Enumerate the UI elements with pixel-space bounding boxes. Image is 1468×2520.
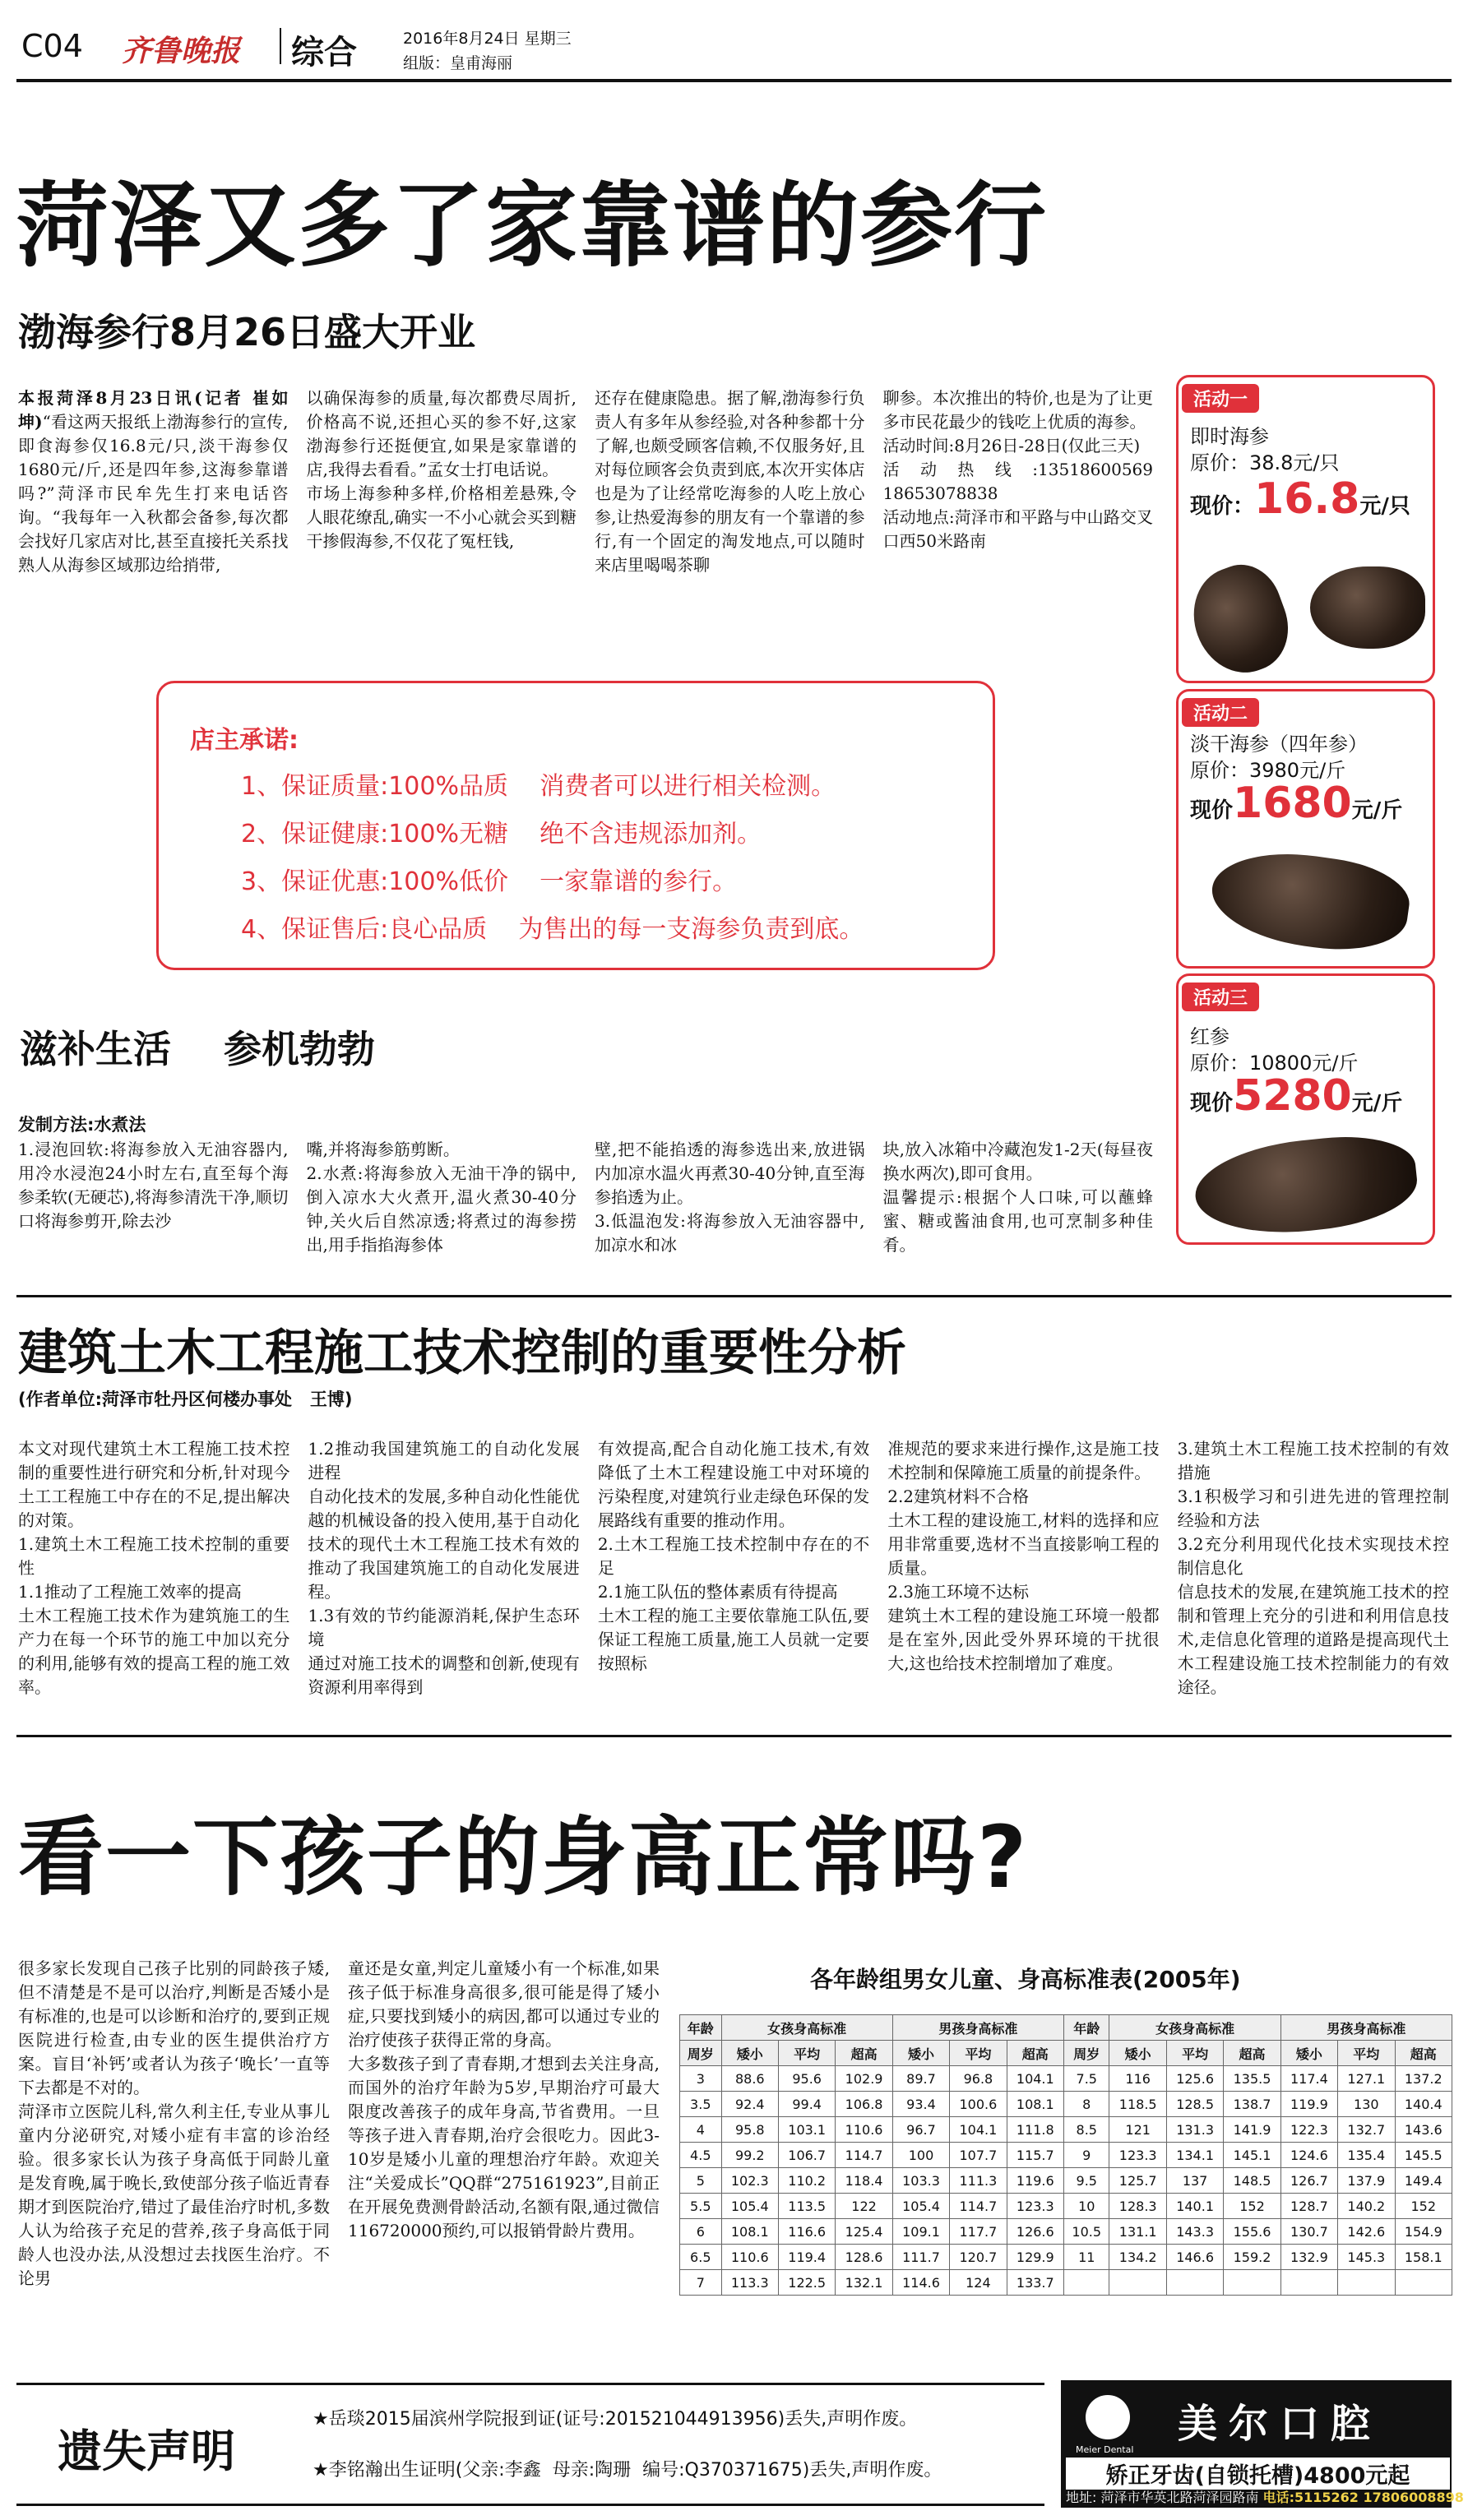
offer-orig-price: 原价：3980元/斤 [1190, 759, 1346, 782]
lost-notice-item: ★岳琰2015届滨州学院报到证(证号:201521044913956)丢失,声明作废。 [313, 2409, 918, 2430]
table-cell: 132.1 [836, 2270, 892, 2296]
table-cell: 123.3 [1109, 2143, 1166, 2168]
table-header: 平均 [1166, 2041, 1223, 2066]
table-cell: 111.8 [1007, 2117, 1063, 2143]
table-cell: 108.1 [1007, 2092, 1063, 2117]
offer-card-1 [1176, 375, 1435, 683]
table-cell: 111.7 [892, 2245, 949, 2270]
table-cell: 89.7 [892, 2066, 949, 2092]
promise-item: 2、保证健康:100%无糖 绝不含违规添加剂。 [241, 820, 762, 848]
table-cell: 3.5 [680, 2092, 722, 2117]
dental-phone: 电话:5115262 17806008898 [1262, 2490, 1464, 2505]
table-cell: 88.6 [721, 2066, 778, 2092]
table-cell: 127.1 [1338, 2066, 1395, 2092]
table-cell: 9.5 [1064, 2168, 1109, 2194]
table-cell: 11 [1064, 2245, 1109, 2270]
article2-body [18, 1437, 1449, 1709]
table-cell: 120.7 [950, 2245, 1007, 2270]
table-cell: 10 [1064, 2194, 1109, 2219]
table-cell: 143.6 [1395, 2117, 1452, 2143]
table-cell: 109.1 [892, 2219, 949, 2245]
table-cell: 126.6 [1007, 2219, 1063, 2245]
table-cell: 95.6 [778, 2066, 835, 2092]
table-body [680, 2066, 1452, 2296]
offer-now-price: 1680 [1233, 779, 1352, 828]
table-cell: 121 [1109, 2117, 1166, 2143]
table-cell: 4 [680, 2117, 722, 2143]
table-cell [1395, 2270, 1452, 2296]
table-cell: 135.5 [1224, 2066, 1280, 2092]
table-cell: 145.3 [1338, 2245, 1395, 2270]
article2-col: 本文对现代建筑土木工程施工技术控制的重要性进行研究和分析,针对现今土工工程施工中存在的不足,提出解决的对策。 1.建筑土木工程施工技术控制的重要性 1.1推动了工程施工效率的提高 土木工程施工技术作为建筑施工的生产力在每一个环节的施工中加以充分的利用,能够有效的提高工程的施工效率。 [18, 1439, 290, 1697]
table-cell: 134.2 [1109, 2245, 1166, 2270]
table-cell: 128.6 [836, 2245, 892, 2270]
table-cell: 128.7 [1280, 2194, 1337, 2219]
promise-title: 店主承诺: [190, 726, 299, 755]
table-row [680, 2245, 1452, 2270]
table-cell: 113.5 [778, 2194, 835, 2219]
table-cell: 3 [680, 2066, 722, 2092]
article2-col: 3.建筑土木工程施工技术控制的有效措施 3.1积极学习和引进先进的管理控制经验和方法 3.2充分利用现代化技术实现技术控制信息化 信息技术的发展,在建筑施工技术的控制和管理上充分的引进和利用信息技术,走信息化管理的道路是提高现代土木工程建设施工技术控制能力的有效途径。 [1177, 1439, 1450, 1697]
table-row [680, 2066, 1452, 2092]
table-cell: 92.4 [721, 2092, 778, 2117]
table-cell: 116.6 [778, 2219, 835, 2245]
table-cell: 134.1 [1166, 2143, 1223, 2168]
table-cell: 131.1 [1109, 2219, 1166, 2245]
offer-name: 即时海参 [1190, 425, 1269, 448]
table-cell: 93.4 [892, 2092, 949, 2117]
tonic-col: 块,放入冰箱中冷藏泡发1-2天(每昼夜换水两次),即可食用。 温馨提示:根据个人口味,可以蘸蜂蜜、糖或酱油食用,也可烹制多种佳肴。 [882, 1140, 1153, 1255]
table-cell: 114.7 [950, 2194, 1007, 2219]
table-header: 超高 [1395, 2041, 1452, 2066]
table-cell: 114.7 [836, 2143, 892, 2168]
tonic-col: 壁,把不能掐透的海参选出来,放进锅内加凉水温火再煮30-40分钟,直至海参掐透为止。 3.低温泡发:将海参放入无油容器中,加凉水和冰 [595, 1140, 865, 1255]
table-row [680, 2168, 1452, 2194]
table-header: 年龄 [680, 2015, 722, 2041]
offer-now-unit: 元/斤 [1351, 1091, 1403, 1116]
table-cell: 137 [1166, 2168, 1223, 2194]
section-rule [16, 1735, 1452, 1737]
sea-cucumber-image [1310, 566, 1425, 649]
table-cell [1109, 2270, 1166, 2296]
table-cell: 115.7 [1007, 2143, 1063, 2168]
offer-now-unit: 元/斤 [1351, 798, 1403, 823]
table-cell: 96.8 [950, 2066, 1007, 2092]
height-table [679, 2014, 1452, 2296]
table-cell: 117.7 [950, 2219, 1007, 2245]
table-cell: 113.3 [721, 2270, 778, 2296]
header-rule [16, 79, 1452, 82]
dental-logo-subtext: Meier Dental [1076, 2444, 1134, 2455]
table-cell: 137.2 [1395, 2066, 1452, 2092]
table-cell: 149.4 [1395, 2168, 1452, 2194]
table-row [680, 2194, 1452, 2219]
table-cell: 110.6 [721, 2245, 778, 2270]
table-header: 超高 [1224, 2041, 1280, 2066]
table-cell: 119.4 [778, 2245, 835, 2270]
table-cell: 99.4 [778, 2092, 835, 2117]
table-cell: 111.3 [950, 2168, 1007, 2194]
page-header [16, 12, 1452, 77]
promise-item: 1、保证质量:100%品质 消费者可以进行相关检测。 [241, 772, 836, 801]
table-cell: 122.3 [1280, 2117, 1337, 2143]
table-cell: 103.1 [778, 2117, 835, 2143]
article1-col3: 还存在健康隐患。据了解,渤海参行负责人有多年从参经验,对各种参都十分了解,也颇受顾客信赖,不仅服务好,且对每位顾客会负责到底,本次开实体店也是为了让经常吃海参的人吃上放心参,让热爱海参的朋友有一个靠谱的参行,有一个固定的淘发地点,可以随时来店里喝喝茶聊 [595, 388, 865, 575]
table-cell: 99.2 [721, 2143, 778, 2168]
table-subheader-row [680, 2041, 1452, 2066]
table-header: 超高 [836, 2041, 892, 2066]
table-cell: 123.3 [1007, 2194, 1063, 2219]
table-cell [1224, 2270, 1280, 2296]
article1-title: 菏泽又多了家靠谱的参行 [16, 173, 1048, 280]
promise-item: 3、保证优惠:100%低价 一家靠谱的参行。 [241, 867, 738, 896]
table-header: 男孩身高标准 [892, 2015, 1063, 2041]
table-cell: 158.1 [1395, 2245, 1452, 2270]
table-cell: 119.6 [1007, 2168, 1063, 2194]
table-header: 女孩身高标准 [1109, 2015, 1280, 2041]
article1-lead: 本报菏泽8月23日讯(记者 崔如坤) [18, 388, 289, 432]
table-cell: 104.1 [950, 2117, 1007, 2143]
table-cell: 116 [1109, 2066, 1166, 2092]
table-cell: 129.9 [1007, 2245, 1063, 2270]
dental-ad [1061, 2380, 1464, 2508]
offer-now [1190, 779, 1402, 828]
table-cell: 141.9 [1224, 2117, 1280, 2143]
article1-subtitle: 渤海参行8月26日盛大开业 [18, 310, 476, 354]
table-cell: 5 [680, 2168, 722, 2194]
table-cell: 103.3 [892, 2168, 949, 2194]
offer-tag: 活动三 [1182, 983, 1259, 1011]
table-cell: 118.5 [1109, 2092, 1166, 2117]
offer-orig-price: 原价：10800元/斤 [1190, 1052, 1359, 1075]
table-cell: 138.7 [1224, 2092, 1280, 2117]
table-cell [1166, 2270, 1223, 2296]
article1-col2: 以确保海参的质量,每次都费尽周折,价格高不说,还担心买的参不好,这家渤海参行还挺便宜,如果是家靠谱的店,我得去看看。”孟女士打电话说。 市场上海参种多样,价格相差悬殊,令人眼花缭乱,确实一不小心就会买到糖干掺假海参,不仅花了冤枉钱, [306, 388, 577, 551]
lost-notice-item: ★李铭瀚出生证明(父亲:李鑫 母亲:陶珊 编号:Q370371675)丢失,声明作废。 [313, 2460, 942, 2481]
offer-now-label: 现价 [1190, 798, 1234, 823]
table-header: 矮小 [1280, 2041, 1337, 2066]
table-header: 周岁 [1064, 2041, 1109, 2066]
tonic-col: 嘴,并将海参筋剪断。 2.水煮:将海参放入无油干净的锅中,倒入凉水大火煮开,温火煮30-40分钟,关火后自然凉透;将煮过的海参捞出,用手指掐海参体 [306, 1140, 577, 1255]
table-header: 矮小 [1109, 2041, 1166, 2066]
offer-now-price: 16.8 [1254, 474, 1360, 524]
table-cell: 105.4 [892, 2194, 949, 2219]
lost-notice [16, 2383, 1044, 2506]
table-cell: 106.8 [836, 2092, 892, 2117]
table-cell: 8 [1064, 2092, 1109, 2117]
table-cell: 118.4 [836, 2168, 892, 2194]
table-cell: 7 [680, 2270, 722, 2296]
height-table-title: 各年龄组男女儿童、身高标准表(2005年) [810, 1966, 1241, 1993]
table-header: 周岁 [680, 2041, 722, 2066]
table-cell: 128.5 [1166, 2092, 1223, 2117]
table-cell: 95.8 [721, 2117, 778, 2143]
table-cell: 140.1 [1166, 2194, 1223, 2219]
table-cell: 124 [950, 2270, 1007, 2296]
table-cell: 145.5 [1395, 2143, 1452, 2168]
article2-title: 建筑土木工程施工技术控制的重要性分析 [18, 1325, 906, 1382]
article3-col: 童还是女童,判定儿童矮小有一个标准,如果孩子低于标准身高很多,很可能是得了矮小症,只要找到矮小的病因,都可以通过专业的治疗使孩子获得正常的身高。 大多数孩子到了青春期,才想到去关注身高,而国外的治疗年龄为5岁,早期治疗可最大限度改善孩子的成年身高,节省费用。一旦等孩子进入青春期,治疗会很吃力。因此3-10岁是矮小儿童的理想治疗年龄。欢迎关注“关爱成长”QQ群“275161923”,目前正在开展免费测骨龄活动,名额有限,通过微信116720000预约,可以报销骨龄片费用。 [348, 1958, 660, 2240]
table-cell [1064, 2270, 1109, 2296]
table-cell: 102.9 [836, 2066, 892, 2092]
dental-logo-icon [1086, 2395, 1130, 2439]
table-cell: 126.7 [1280, 2168, 1337, 2194]
offer-now-unit: 元/只 [1359, 494, 1410, 519]
table-cell: 137.9 [1338, 2168, 1395, 2194]
offer-now-price: 5280 [1233, 1071, 1352, 1121]
paper-name: 齐鲁晚报 [122, 34, 241, 68]
offer-card-3 [1176, 973, 1435, 1245]
table-cell: 117.4 [1280, 2066, 1337, 2092]
tonic-title: 滋补生活 参机勃勃 [20, 1027, 376, 1071]
article3-col: 很多家长发现自己孩子比别的同龄孩子矮,但不清楚是不是可以治疗,判断是否矮小是有标准的,也是可以诊断和治疗的,要到正规医院进行检查,由专业的医生提供治疗方案。盲目‘补钙’或者认为孩子‘晚长’一直等下去都是不对的。 菏泽市立医院儿科,常久利主任,专业从事儿童内分泌研究,对矮小症有丰富的诊治经验。很多家长认为孩子身高低于同龄儿童是发育晚,属于晚长,致使部分孩子临近青春期才到医院治疗,错过了最佳治疗时机,多数人认为给孩子充足的营养,孩子身高低于同龄人也没办法,从没想过去找医生治疗。不论男 [18, 1958, 330, 2288]
table-cell: 128.3 [1109, 2194, 1166, 2219]
table-cell: 152 [1224, 2194, 1280, 2219]
article1-body [18, 386, 1153, 658]
table-cell: 140.4 [1395, 2092, 1452, 2117]
table-cell: 140.2 [1338, 2194, 1395, 2219]
table-cell [1280, 2270, 1337, 2296]
sea-cucumber-image [1179, 554, 1301, 686]
table-header: 女孩身高标准 [721, 2015, 892, 2041]
table-cell: 100.6 [950, 2092, 1007, 2117]
editor-credit: 组版：皇甫海丽 [403, 54, 513, 72]
table-cell: 10.5 [1064, 2219, 1109, 2245]
offer-name: 红参 [1190, 1025, 1230, 1048]
table-header: 矮小 [892, 2041, 949, 2066]
header-divider [280, 28, 281, 64]
table-row [680, 2270, 1452, 2296]
tonic-col: 1.浸泡回软:将海参放入无油容器内,用冷水浸泡24小时左右,直至每个海参柔软(无硬芯),将海参清洗干净,顺切口将海参剪开,除去沙 [18, 1140, 289, 1231]
dental-address [1066, 2487, 1464, 2506]
table-header: 平均 [778, 2041, 835, 2066]
table-cell: 154.9 [1395, 2219, 1452, 2245]
table-cell: 114.6 [892, 2270, 949, 2296]
offer-tag: 活动二 [1182, 698, 1259, 727]
tonic-method-label: 发制方法:水煮法 [18, 1115, 146, 1135]
table-cell: 106.7 [778, 2143, 835, 2168]
table-header-row [680, 2015, 1452, 2041]
tonic-body [18, 1138, 1153, 1278]
table-cell: 108.1 [721, 2219, 778, 2245]
table-cell: 135.4 [1338, 2143, 1395, 2168]
table-cell: 124.6 [1280, 2143, 1337, 2168]
table-cell: 142.6 [1338, 2219, 1395, 2245]
table-cell: 125.4 [836, 2219, 892, 2245]
promise-item: 4、保证售后:良心品质 为售出的每一支海参负责到底。 [241, 915, 864, 944]
dental-slogan: 矫正牙齿(自锁托槽)4800元起 [1066, 2458, 1450, 2490]
table-cell: 131.3 [1166, 2117, 1223, 2143]
table-cell: 110.2 [778, 2168, 835, 2194]
article2-col: 有效提高,配合自动化施工技术,有效降低了土木工程建设施工中对环境的污染程度,对建筑行业走绿色环保的发展路线有重要的推动作用。 2.土木工程施工技术控制中存在的不足 2.1施工队伍的整体素质有待提高 土木工程的施工主要依靠施工队伍,要保证工程施工质量,施工人员就一定要按照标 [597, 1439, 870, 1673]
table-cell: 105.4 [721, 2194, 778, 2219]
table-row [680, 2092, 1452, 2117]
table-cell: 155.6 [1224, 2219, 1280, 2245]
page-code: C04 [21, 28, 83, 64]
table-cell: 6 [680, 2219, 722, 2245]
table-header: 平均 [1338, 2041, 1395, 2066]
offer-card-2 [1176, 689, 1435, 969]
table-cell: 9 [1064, 2143, 1109, 2168]
dental-address-text: 地址: 菏泽市华英北路菏泽园路南 [1066, 2490, 1259, 2505]
article2-byline: (作者单位:菏泽市牡丹区何楼办事处 王博) [18, 1389, 353, 1409]
table-cell [1338, 2270, 1395, 2296]
dental-brand: 美尔口腔 [1178, 2401, 1382, 2447]
offer-name: 淡干海参（四年参） [1190, 733, 1368, 756]
table-cell: 119.9 [1280, 2092, 1337, 2117]
article1-col4: 聊参。本次推出的特价,也是为了让更多市民花最少的钱吃上优质的海参。 活动时间:8月26日-28日(仅此三天) 活动热线:13518600569 18653078838 活动地点:菏泽市和平路与中山路交叉口西50米路南 [882, 388, 1153, 551]
sea-cucumber-image [1206, 843, 1415, 959]
section-rule [16, 1295, 1452, 1297]
table-header: 年龄 [1064, 2015, 1109, 2041]
table-header: 男孩身高标准 [1280, 2015, 1452, 2041]
table-cell: 146.6 [1166, 2245, 1223, 2270]
table-cell: 130 [1338, 2092, 1395, 2117]
table-cell: 96.7 [892, 2117, 949, 2143]
article3-title: 看一下孩子的身高正常吗? [18, 1807, 1029, 1907]
table-cell: 130.7 [1280, 2219, 1337, 2245]
table-cell: 148.5 [1224, 2168, 1280, 2194]
table-cell: 152 [1395, 2194, 1452, 2219]
table-cell: 159.2 [1224, 2245, 1280, 2270]
article2-col: 准规范的要求来进行操作,这是施工技术控制和保障施工质量的前提条件。 2.2建筑材料不合格 土木工程的建设施工,材料的选择和应用非常重要,选材不当直接影响工程的质量。 2.3施工环境不达标 建筑土木工程的建设施工环境一般都是在室外,因此受外界环境的干扰很大,这也给技术控制增加了难度。 [887, 1439, 1160, 1673]
article2-col: 1.2推动我国建筑施工的自动化发展进程 自动化技术的发展,多种自动化性能优越的机械设备的投入使用,基于自动化技术的现代土木工程施工技术有效的推动了我国建筑施工的自动化发展进程。 1.3有效的节约能源消耗,保护生态环境 通过对施工技术的调整和创新,使现有资源利用率得到 [308, 1439, 580, 1697]
table-cell: 143.3 [1166, 2219, 1223, 2245]
article3-body [18, 1957, 660, 2384]
table-row [680, 2117, 1452, 2143]
offer-now-label: 现价： [1190, 494, 1255, 519]
issue-date: 2016年8月24日 星期三 [403, 30, 572, 48]
table-cell: 132.9 [1280, 2245, 1337, 2270]
sea-cucumber-image [1191, 1129, 1421, 1242]
offer-now-label: 现价 [1190, 1091, 1234, 1116]
table-cell: 145.1 [1224, 2143, 1280, 2168]
table-cell: 104.1 [1007, 2066, 1063, 2092]
table-cell: 125.6 [1166, 2066, 1223, 2092]
offer-tag: 活动一 [1182, 384, 1259, 413]
table-cell: 110.6 [836, 2117, 892, 2143]
table-cell: 8.5 [1064, 2117, 1109, 2143]
table-header: 超高 [1007, 2041, 1063, 2066]
table-row [680, 2143, 1452, 2168]
offer-orig-price: 原价：38.8元/只 [1190, 451, 1340, 474]
table-row [680, 2219, 1452, 2245]
table-header: 平均 [950, 2041, 1007, 2066]
table-cell: 122.5 [778, 2270, 835, 2296]
promise-box [156, 681, 995, 970]
article1-col1: “看这两天报纸上渤海参行的宣传,即食海参仅16.8元/只,淡干海参仅1680元/斤,还是四年参,这海参靠谱吗?”菏泽市民牟先生打来电话咨询。“我每年一入秋都会备参,每次都会找好几家店对比,甚至直接托关系找熟人从海参区域那边给捎带, [18, 412, 289, 575]
table-cell: 133.7 [1007, 2270, 1063, 2296]
table-cell: 132.7 [1338, 2117, 1395, 2143]
table-cell: 122 [836, 2194, 892, 2219]
table-cell: 4.5 [680, 2143, 722, 2168]
lost-notice-title: 遗失声明 [58, 2425, 235, 2477]
table-header: 矮小 [721, 2041, 778, 2066]
table-cell: 100 [892, 2143, 949, 2168]
table-cell: 5.5 [680, 2194, 722, 2219]
table-cell: 107.7 [950, 2143, 1007, 2168]
table-cell: 7.5 [1064, 2066, 1109, 2092]
offer-now [1190, 474, 1410, 524]
section-name: 综合 [291, 34, 357, 72]
table-cell: 6.5 [680, 2245, 722, 2270]
table-cell: 102.3 [721, 2168, 778, 2194]
offer-now [1190, 1071, 1402, 1121]
table-cell: 125.7 [1109, 2168, 1166, 2194]
